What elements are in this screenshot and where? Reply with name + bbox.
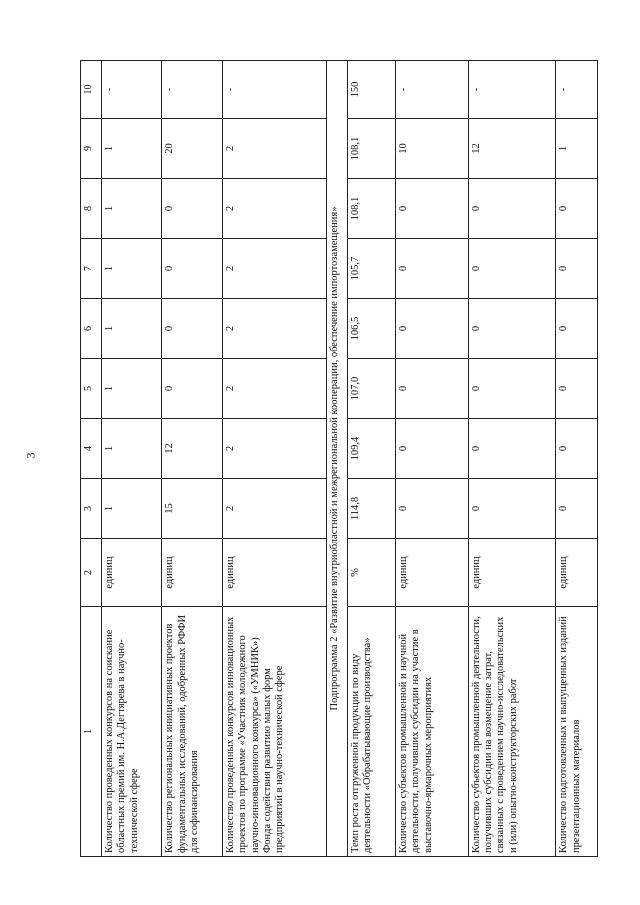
- unit-cell: единиц: [468, 539, 556, 607]
- header-cell: 10: [81, 61, 102, 119]
- indicator-name: Количество субъектов промышленной и научной деятельности, получивших субсидии на участие в выставочно-ярмарочных мероприятиях: [395, 607, 468, 857]
- value-cell: 1: [102, 179, 162, 239]
- value-cell: 2: [222, 359, 326, 419]
- value-cell: 0: [556, 359, 598, 419]
- header-cell: 7: [81, 239, 102, 299]
- unit-cell: единиц: [162, 539, 222, 607]
- value-cell: 0: [395, 299, 468, 359]
- value-cell: 0: [556, 479, 598, 539]
- value-cell: 1: [556, 119, 598, 179]
- table-row: [102, 61, 162, 857]
- table-row: [162, 61, 222, 857]
- value-cell: 1: [102, 359, 162, 419]
- header-cell: 3: [81, 479, 102, 539]
- value-cell: 0: [162, 239, 222, 299]
- value-cell: 109,4: [347, 419, 395, 479]
- value-cell: 2: [222, 419, 326, 479]
- value-cell: 2: [222, 479, 326, 539]
- table-row: [395, 61, 468, 857]
- value-cell: 0: [556, 299, 598, 359]
- value-cell: 0: [395, 179, 468, 239]
- value-cell: 1: [102, 299, 162, 359]
- value-cell: -: [162, 61, 222, 119]
- header-cell: 1: [81, 607, 102, 857]
- value-cell: 1: [102, 479, 162, 539]
- value-cell: 106,5: [347, 299, 395, 359]
- value-cell: 0: [395, 419, 468, 479]
- value-cell: 0: [468, 179, 556, 239]
- table-row: [556, 61, 598, 857]
- value-cell: 0: [468, 359, 556, 419]
- value-cell: 108,1: [347, 119, 395, 179]
- value-cell: 0: [468, 479, 556, 539]
- value-cell: 105,7: [347, 239, 395, 299]
- indicator-name: Количество подготовленных и выпущенных изданий презентационных материалов: [556, 607, 598, 857]
- indicator-name: Количество проведенных конкурсов на соискание областных премий им. Н.А.Дегтярева в научно-технической сфере: [102, 607, 162, 857]
- value-cell: 150: [347, 61, 395, 119]
- header-cell: 5: [81, 359, 102, 419]
- indicator-name: Темп роста отгруженной продукции по виду деятельности «Обрабатывающие производства»: [347, 607, 395, 857]
- value-cell: 1: [102, 419, 162, 479]
- value-cell: 107,0: [347, 359, 395, 419]
- value-cell: 2: [222, 179, 326, 239]
- value-cell: -: [395, 61, 468, 119]
- value-cell: -: [222, 61, 326, 119]
- value-cell: 114,8: [347, 479, 395, 539]
- header-cell: 4: [81, 419, 102, 479]
- unit-cell: единиц: [222, 539, 326, 607]
- header-cell: 8: [81, 179, 102, 239]
- value-cell: 1: [102, 239, 162, 299]
- value-cell: 12: [162, 419, 222, 479]
- header-cell: 2: [81, 539, 102, 607]
- value-cell: 0: [468, 299, 556, 359]
- value-cell: 0: [162, 299, 222, 359]
- value-cell: 15: [162, 479, 222, 539]
- value-cell: -: [102, 61, 162, 119]
- indicators-table: [80, 60, 598, 857]
- table-row: [347, 61, 395, 857]
- value-cell: 0: [556, 179, 598, 239]
- value-cell: 0: [468, 239, 556, 299]
- unit-cell: %: [347, 539, 395, 607]
- unit-cell: единиц: [556, 539, 598, 607]
- header-cell: 6: [81, 299, 102, 359]
- value-cell: 0: [395, 359, 468, 419]
- value-cell: 2: [222, 239, 326, 299]
- value-cell: 1: [102, 119, 162, 179]
- unit-cell: единиц: [102, 539, 162, 607]
- header-cell: 9: [81, 119, 102, 179]
- subprogram-row: [327, 61, 348, 857]
- value-cell: 2: [222, 119, 326, 179]
- value-cell: 0: [468, 419, 556, 479]
- subprogram-title: Подпрограмма 2 «Развитие внутриобластной и межрегиональной кооперации, обеспечение импортозамещения»: [327, 61, 348, 857]
- indicator-name: Количество субъектов промышленной деятельности, получивших субсидии на возмещение затрат, связанных с проведением научно-исследовательских и (или) опытно-конструкторских работ: [468, 607, 556, 857]
- value-cell: 0: [162, 179, 222, 239]
- value-cell: 0: [556, 239, 598, 299]
- value-cell: -: [556, 61, 598, 119]
- header-row: [81, 61, 102, 857]
- table-row: [468, 61, 556, 857]
- value-cell: 2: [222, 299, 326, 359]
- page-number: 3: [23, 452, 38, 459]
- value-cell: 0: [162, 359, 222, 419]
- value-cell: 12: [468, 119, 556, 179]
- value-cell: 20: [162, 119, 222, 179]
- indicator-name: Количество региональных инициативных проектов фундаментальных исследований, одобренных РФФИ для софинансирования: [162, 607, 222, 857]
- indicator-name: Количество проведенных конкурсов инновационных проектов по программе «Участник молодежного научно-инновационного конкурса» («УМНИК») Фонда содействия развитию малых форм предприятий в научно-технической сфере: [222, 607, 326, 857]
- rotated-table-frame: [80, 61, 598, 857]
- unit-cell: единиц: [395, 539, 468, 607]
- value-cell: 0: [556, 419, 598, 479]
- table-row: [222, 61, 326, 857]
- value-cell: 0: [395, 479, 468, 539]
- value-cell: 10: [395, 119, 468, 179]
- value-cell: 0: [395, 239, 468, 299]
- value-cell: -: [468, 61, 556, 119]
- value-cell: 108,1: [347, 179, 395, 239]
